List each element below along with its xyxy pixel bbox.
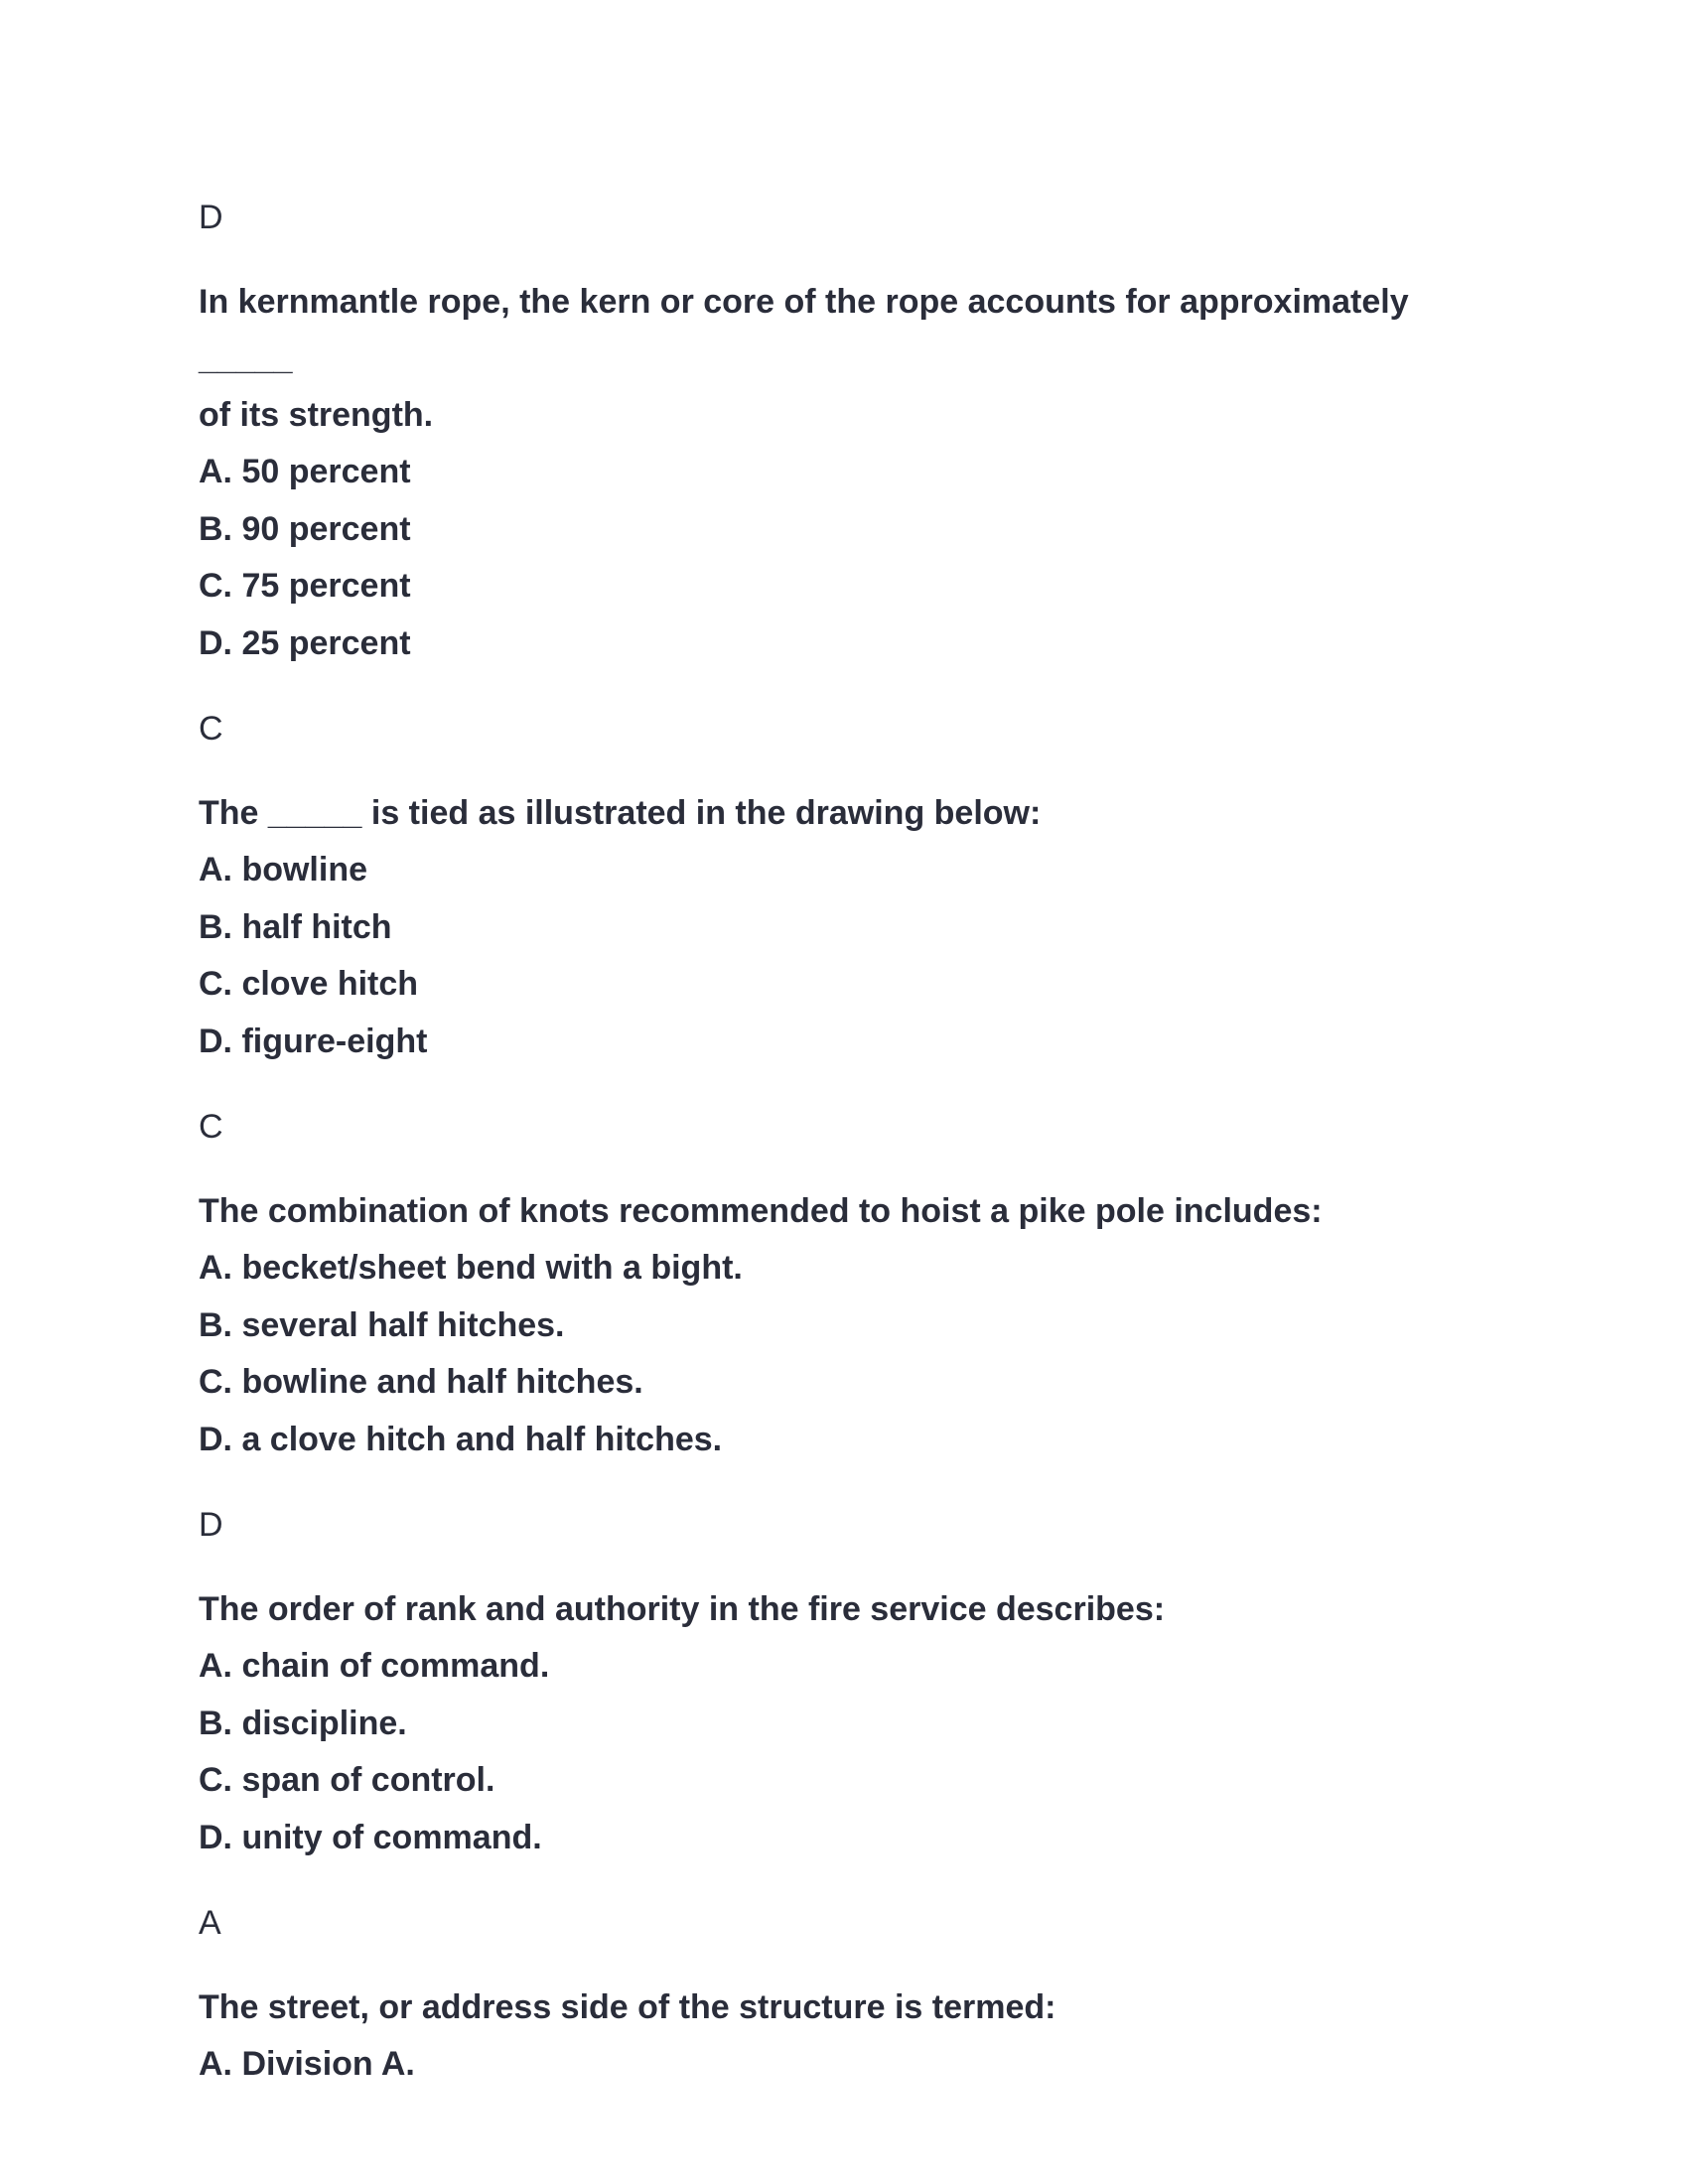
question-text: In kernmantle rope, the kern or core of the rope accounts for approximately _____ [199, 283, 1409, 377]
answer-key: C [199, 1108, 223, 1146]
option-b: B. discipline. [199, 1704, 407, 1742]
question-text: The street, or address side of the structure is termed: [199, 1988, 1056, 2026]
option-a: A. 50 percent [199, 453, 411, 490]
option-d: D. unity of command. [199, 1818, 542, 1856]
question-block [199, 1183, 1489, 1468]
answer-key: D [199, 199, 223, 236]
option-c: C. 75 percent [199, 567, 411, 605]
option-a: A. Division A. [199, 2045, 415, 2083]
question-block [199, 1581, 1489, 1866]
question-text: The _____ is tied as illustrated in the drawing below: [199, 794, 1042, 832]
option-a: A. chain of command. [199, 1647, 550, 1685]
question-block [199, 274, 1489, 672]
option-c: C. span of control. [199, 1761, 495, 1799]
option-d: D. 25 percent [199, 623, 411, 662]
answer-key: A [199, 1904, 221, 1942]
question-text: The order of rank and authority in the fire service describes: [199, 1590, 1166, 1628]
option-c: C. bowline and half hitches. [199, 1363, 643, 1401]
option-b: B. several half hitches. [199, 1305, 565, 1344]
option-b: B. 90 percent [199, 509, 411, 548]
option-b: B. half hitch [199, 907, 392, 946]
answer-key: C [199, 710, 223, 748]
question-block [199, 1979, 1489, 2094]
question-text: of its strength. [199, 396, 434, 434]
question-block [199, 785, 1489, 1070]
option-d: D. figure-eight [199, 1022, 428, 1060]
option-a: A. bowline [199, 851, 367, 888]
option-c: C. clove hitch [199, 965, 419, 1003]
option-d: D. a clove hitch and half hitches. [199, 1420, 723, 1458]
answer-key: D [199, 1506, 223, 1544]
question-text: The combination of knots recommended to hoist a pike pole includes: [199, 1192, 1323, 1230]
option-a: A. becket/sheet bend with a bight. [199, 1249, 743, 1287]
quiz-content [199, 195, 1489, 2127]
